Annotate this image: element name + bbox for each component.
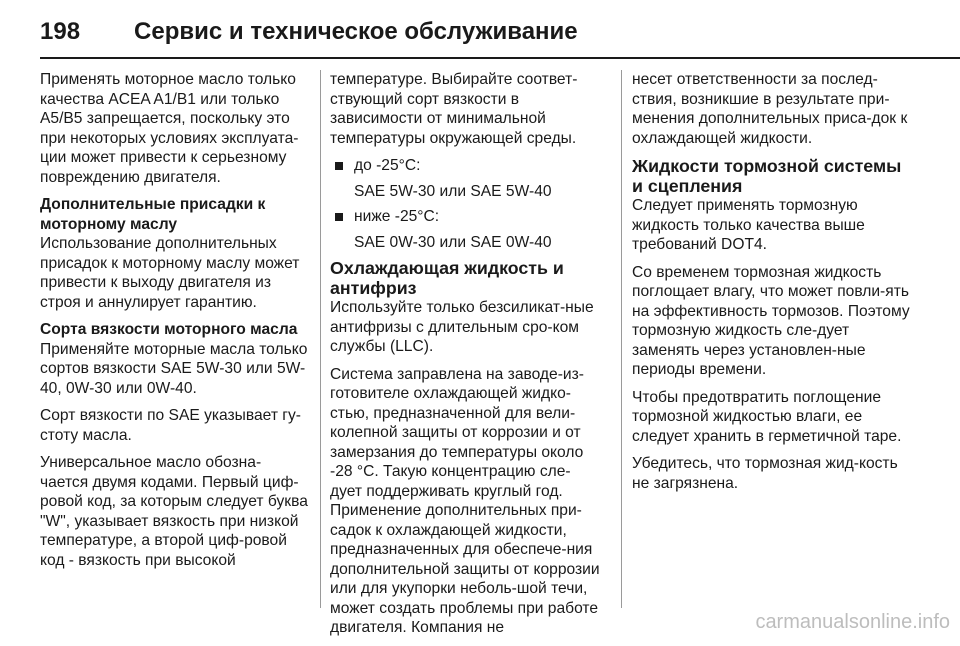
coolant-continued-paragraph: несет ответственности за послед-ствия, возникшие в результате при-менения дополнительных приса-док к охлаждающей жидкости. (632, 71, 908, 147)
brake-fluid-paragraph: Следует применять тормозную жидкость только качества выше требований DOT4. (632, 197, 865, 253)
intro-paragraph: Применять моторное масло только качества ACEA A1/B1 или только A5/B5 запрещается, поскольку это при некоторых условиях эксплуата-ции может привести к серьезному повреждению двигателя. (40, 71, 299, 186)
list-item (330, 207, 600, 252)
bullet-head: до -25°C: (330, 156, 600, 176)
column-3 (632, 70, 912, 501)
list-item (330, 156, 600, 201)
viscosity-continued-paragraph: температуре. Выбирайте соответ-ствующий сорт вязкости в зависимости от минимальной температуры окружающей среды. (330, 71, 578, 147)
brake-storage-paragraph: Чтобы предотвратить поглощение тормозной жидкостью влаги, ее следует хранить в герметичной таре. (632, 388, 902, 445)
bullet-sub: SAE 0W-30 или SAE 0W-40 (354, 233, 552, 251)
brake-check-paragraph: Убедитесь, что тормозная жид-кость не загрязнена. (632, 455, 898, 492)
column-2 (330, 70, 600, 646)
coolant-paragraph: Используйте только безсиликат-ные антифризы с длительным сро-ком службы (LLC). (330, 299, 594, 355)
column-1 (40, 70, 308, 578)
bullet-head: ниже -25°C: (330, 207, 600, 227)
brake-moisture-paragraph: Со временем тормозная жидкость поглощает влагу, что может повли-ять на эффективность тормозов. Поэтому тормозную жидкость сле-дует заменять через установлен-ные периоды времени. (632, 263, 910, 378)
viscosity-paragraph: Применяйте моторные масла только сортов вязкости SAE 5W-30 или 5W-40, 0W-30 или 0W-40. (40, 340, 308, 397)
page-header (40, 12, 920, 52)
watermark: carmanualsonline.info (755, 611, 950, 633)
page-title: Сервис и техническое обслуживание (134, 18, 578, 45)
additives-paragraph: Использование дополнительных присадок к моторному маслу может привести к выходу двигателя из строя и аннулирует гарантию. (40, 235, 300, 311)
page-number: 198 (40, 18, 81, 45)
temperature-list (330, 156, 600, 252)
bullet-sub: SAE 5W-30 или SAE 5W-40 (354, 182, 552, 200)
coolant-heading: Охлаждающая жидкость и антифриз (330, 258, 564, 298)
brake-fluid-heading: Жидкости тормозной системы и сцепления (632, 156, 902, 196)
header-rule (40, 57, 960, 59)
additives-heading: Дополнительные присадки к моторному маслу (40, 196, 266, 233)
viscosity-heading: Сорта вязкости моторного масла (40, 321, 298, 338)
sae-paragraph: Сорт вязкости по SAE указывает гу-стоту масла. (40, 407, 301, 444)
universal-oil-paragraph: Универсальное масло обозна-чается двумя кодами. Первый циф-ровой код, за которым следует буква "W", указывает вязкость при низкой температуре, а второй циф-ровой код - вязкость при высокой (40, 454, 308, 569)
coolant-system-paragraph: Система заправлена на заводе-из-готовителе охлаждающей жидко-стью, предназначенной для вели-колепной защиты от коррозии и от замерзания до температуры около -28 °C. Такую концентрацию сле-дует поддерживать круглый год. Применение дополнительных при-садок к охлаждающей жидкости, предназначенных для обеспече-ния дополнительной защиты от коррозии или для укупорки неболь-шой течи, может создать проблемы при работе двигателя. Компания не (330, 365, 600, 636)
